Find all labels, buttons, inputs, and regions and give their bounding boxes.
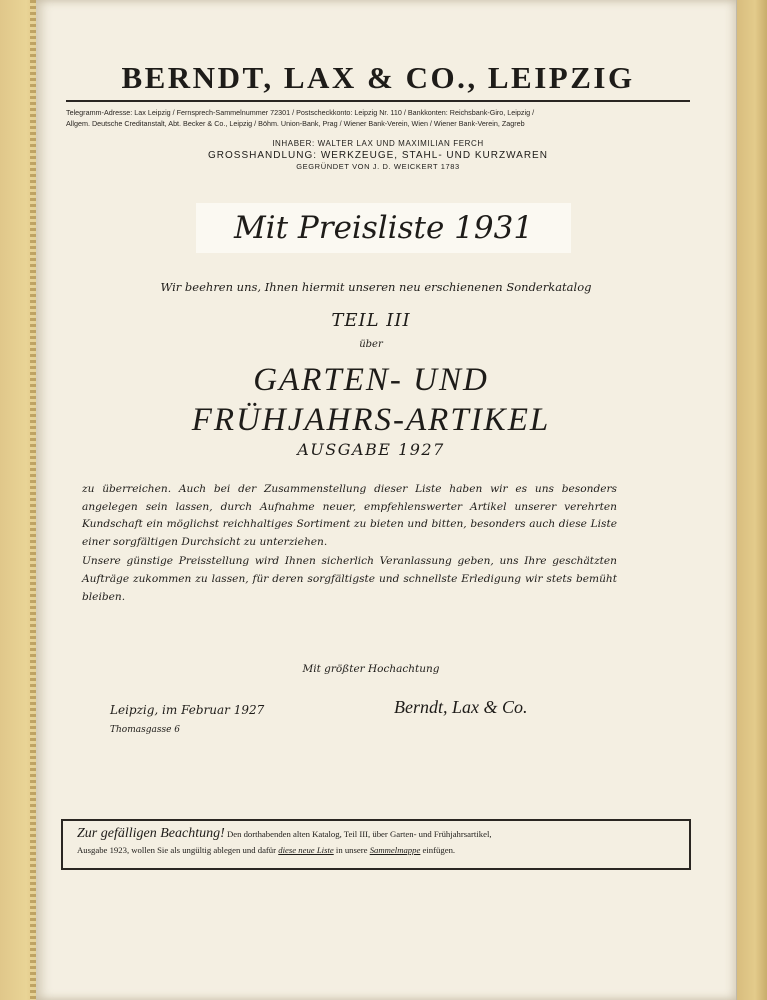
notice-text: Ausgabe 1923, wollen Sie als ungültig ablegen und dafür — [77, 845, 277, 855]
street-address: Thomasgasse 6 — [110, 725, 181, 735]
owners-line: INHABER: WALTER LAX UND MAXIMILIAN FERCH — [272, 139, 484, 148]
notice-underlined: Sammelmappe — [369, 845, 421, 855]
trade-line: GROSSHANDLUNG: WERKZEUGE, STAHL- UND KURZWAREN — [208, 150, 548, 161]
letterhead-rule — [66, 100, 690, 102]
title-line: FRÜHJAHRS-ARTIKEL — [191, 402, 551, 438]
notice-text: in unsere — [335, 845, 368, 855]
notice-heading: Zur gefälligen Beachtung! — [77, 826, 225, 841]
notice-text: einfügen. — [422, 845, 456, 855]
folder-cover-right — [737, 0, 767, 1000]
catalog-title — [36, 360, 706, 440]
letterhead — [66, 58, 690, 171]
paragraph: Unsere günstige Preisstellung wird Ihnen sicherlich Veranlassung geben, uns Ihre geschätzten Aufträge zukommen zu lassen, für deren sorgfältigste und schnellste Erledigung wir stets bemüht bleiben. — [82, 555, 617, 603]
ueber-word: über — [359, 339, 383, 350]
notice-box — [61, 819, 691, 870]
pricelist-text: Mit Preisliste 1931 — [233, 210, 534, 246]
title-line: GARTEN- UND — [253, 362, 489, 398]
notice-underlined: diese neue Liste — [278, 845, 334, 855]
place-date: Leipzig, im Februar 1927 — [110, 703, 265, 717]
contact-line: Allgem. Deutsche Creditanstalt, Abt. Becker & Co., Leipzig / Böhm. Union-Bank, Prag / Wiener Bank-Verein, Wien / Wiener Bank-Verein, Zagreb — [66, 118, 525, 128]
founded-line: GEGRÜNDET VON J. D. WEICKERT 1783 — [296, 162, 460, 171]
edition-label: AUSGABE 1927 — [297, 440, 445, 459]
paragraph: zu überreichen. Auch bei der Zusammenstellung dieser Liste haben wir es uns besonders angelegen sein lassen, durch Aufnahme neuer, empfehlenswerter Artikel unserer verehrten Kundschaft ein möglichst reichhaltiges Sortiment zu bieten und bitten, besonders auch diese Liste einer sorgfältigen Durchsicht zu unterziehen. — [82, 483, 617, 548]
letter-body — [82, 481, 617, 606]
catalog-page — [36, 0, 736, 1000]
contact-line: Telegramm-Adresse: Lax Leipzig / Fernsprech-Sammelnummer 72301 / Postscheckkonto: Leipzig Nr. 110 / Bankkonten: Reichsbank-Giro, Leipzig / — [66, 108, 535, 117]
intro-line: Wir beehren uns, Ihnen hiermit unseren neu erschienenen Sonderkatalog — [160, 280, 592, 294]
pricelist-label — [196, 203, 571, 253]
signature: Berndt, Lax & Co. — [394, 697, 528, 717]
contact-details — [66, 108, 690, 129]
closing-salutation: Mit größter Hochachtung — [302, 663, 440, 675]
part-number: TEIL III — [331, 310, 411, 331]
company-name: BERNDT, LAX & CO., LEIPZIG — [121, 60, 635, 95]
notice-text: Den dorthabenden alten Katalog, Teil III, über Garten- und Frühjahrsartikel, — [226, 829, 492, 839]
